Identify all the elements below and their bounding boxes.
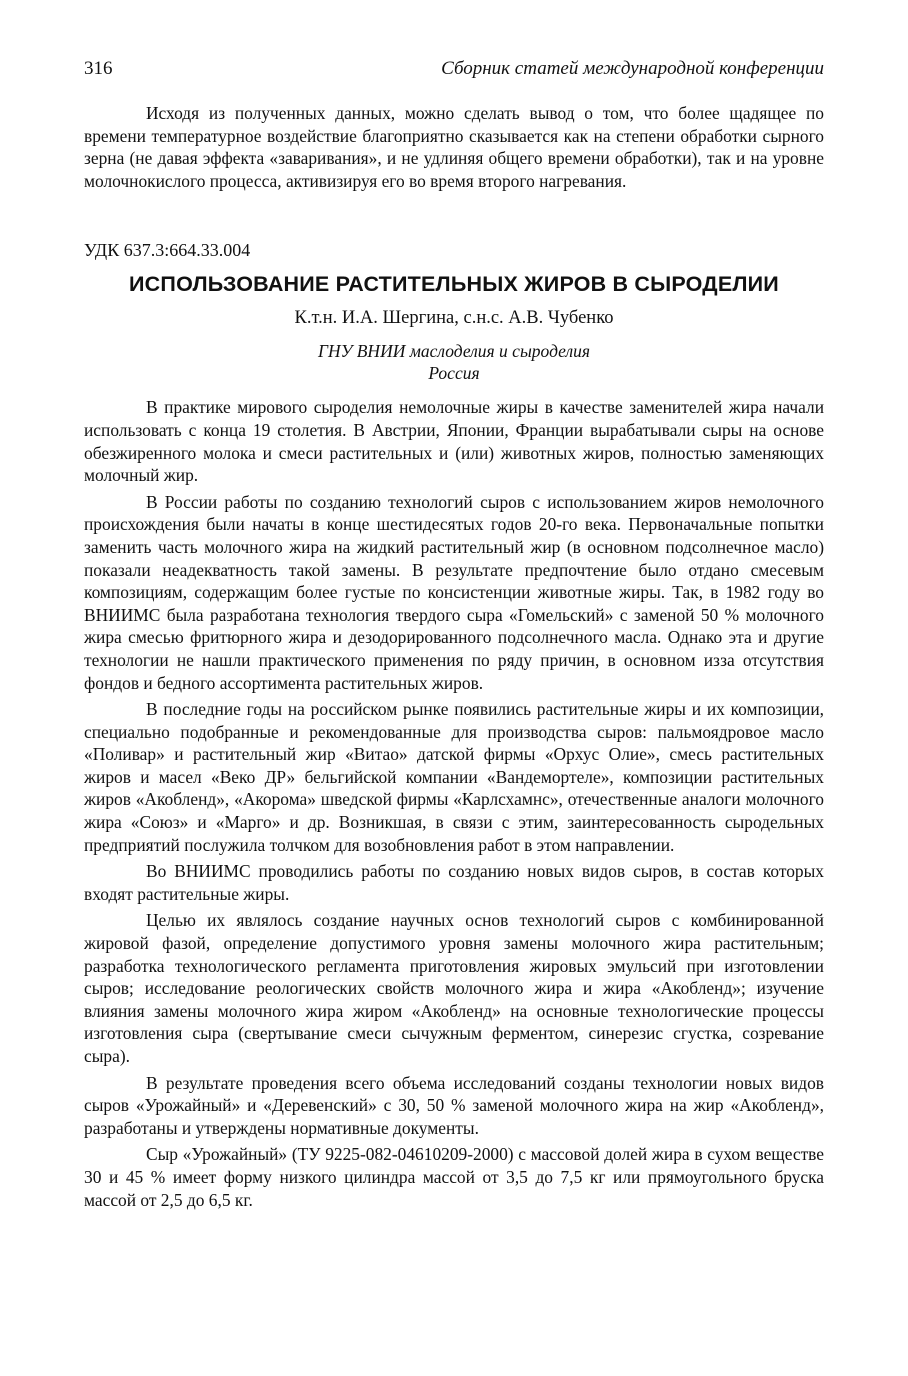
running-head: Сборник статей международной конференции <box>441 58 824 79</box>
body-paragraph: В результате проведения всего объема исследований созданы технологии новых видов сыров «Урожайный» и «Деревенский» с 30, 50 % заменой молочного жира на жир «Акобленд», разработаны и утверждены нормативные документы. <box>84 1072 824 1138</box>
body-paragraph: Целью их являлось создание научных основ технологий сыров с комбинированной жировой фазой, определение допустимого уровня замены молочного жира растительным; разработка технологического регламента приготовления жировых эмульсий при изготовлении сыров; исследование реологических свойств молочного жира и жира «Акобленд»; изучение влияния замены молочного жира жиром «Акобленд» на основные технологические процессы изготовления сыра (свертывание смеси сычужным ферментом, синерезис сгустка, созревание сыра). <box>84 910 824 1066</box>
affiliation <box>84 340 824 384</box>
article-body <box>84 396 824 1211</box>
intro-paragraph: Исходя из полученных данных, можно сделать вывод о том, что более щадящее по времени температурное воздействие благоприятно сказывается как на степени обработки сырного зерна (не давая эффекта «заваривания», и не удлиняя общего времени обработки), так и на уровне молочнокислого процесса, активизируя его во время второго нагревания. <box>84 103 824 191</box>
affiliation-country: Россия <box>428 363 480 384</box>
article-title: ИСПОЛЬЗОВАНИЕ РАСТИТЕЛЬНЫХ ЖИРОВ В СЫРОДЕЛИИ <box>129 272 779 297</box>
udc-code: УДК 637.3:664.33.004 <box>84 240 251 261</box>
body-paragraph: Во ВНИИМС проводились работы по созданию новых видов сыров, в состав которых входят растительные жиры. <box>84 861 824 904</box>
document-page <box>84 58 824 1211</box>
body-paragraph: Сыр «Урожайный» (ТУ 9225-082-04610209-2000) с массовой долей жира в сухом веществе 30 и 45 % имеет форму низкого цилиндра массой от 3,5 до 7,5 кг или прямоугольного бруска массой от 2,5 до 6,5 кг. <box>84 1144 824 1210</box>
page-header <box>84 58 824 88</box>
body-paragraph: В последние годы на российском рынке появились растительные жиры и их композиции, специально подобранные и рекомендованные для производства сыров: пальмоядровое масло «Поливар» и растительный жир «Витао» датской фирмы «Орхус Олие», смесь растительных жиров и масел «Веко ДР» бельгийской компании «Вандемортеле», композиции растительных жиров «Акобленд», «Акорома» шведской фирмы «Карлсхамнс», отечественные аналоги молочного жира «Союз» и «Марго» и др. Возникшая, в связи с этим, заинтересованность сыродельных предприятий послужила толчком для возобновления работ в этом направлении. <box>84 699 824 855</box>
article-authors: К.т.н. И.А. Шергина, с.н.с. А.В. Чубенко <box>294 308 614 329</box>
page-number: 316 <box>84 58 113 79</box>
body-paragraph: В России работы по созданию технологий сыров с использованием жиров немолочного происхождения были начаты в конце шестидесятых годов 20-го века. Первоначальные попытки заменить часть молочного жира на жидкий растительный жир (в основном подсолнечное масло) показали неадекватность такой замены. В результате предпочтение было отдано смесевым композициям, содержащим более густые по консистенции животные жиры. Так, в 1982 году во ВНИИМС была разработана технология твердого сыра «Гомельский» с заменой 50 % молочного жира смесью фритюрного жира и дезодорированного подсолнечного масла. Однако эта и другие технологии не нашли практического применения по ряду причин, в основном изза отсутствия фондов и бедного ассортимента растительных жиров. <box>84 491 824 693</box>
affiliation-institution: ГНУ ВНИИ маслоделия и сыроделия <box>318 341 590 362</box>
body-paragraph: В практике мирового сыроделия немолочные жиры в качестве заменителей жира начали использовать с конца 19 столетия. В Австрии, Японии, Франции вырабатывали сыры на основе обезжиренного молока и смеси растительных и (или) животных жиров, полностью заменяющих молочный жир. <box>84 397 824 486</box>
